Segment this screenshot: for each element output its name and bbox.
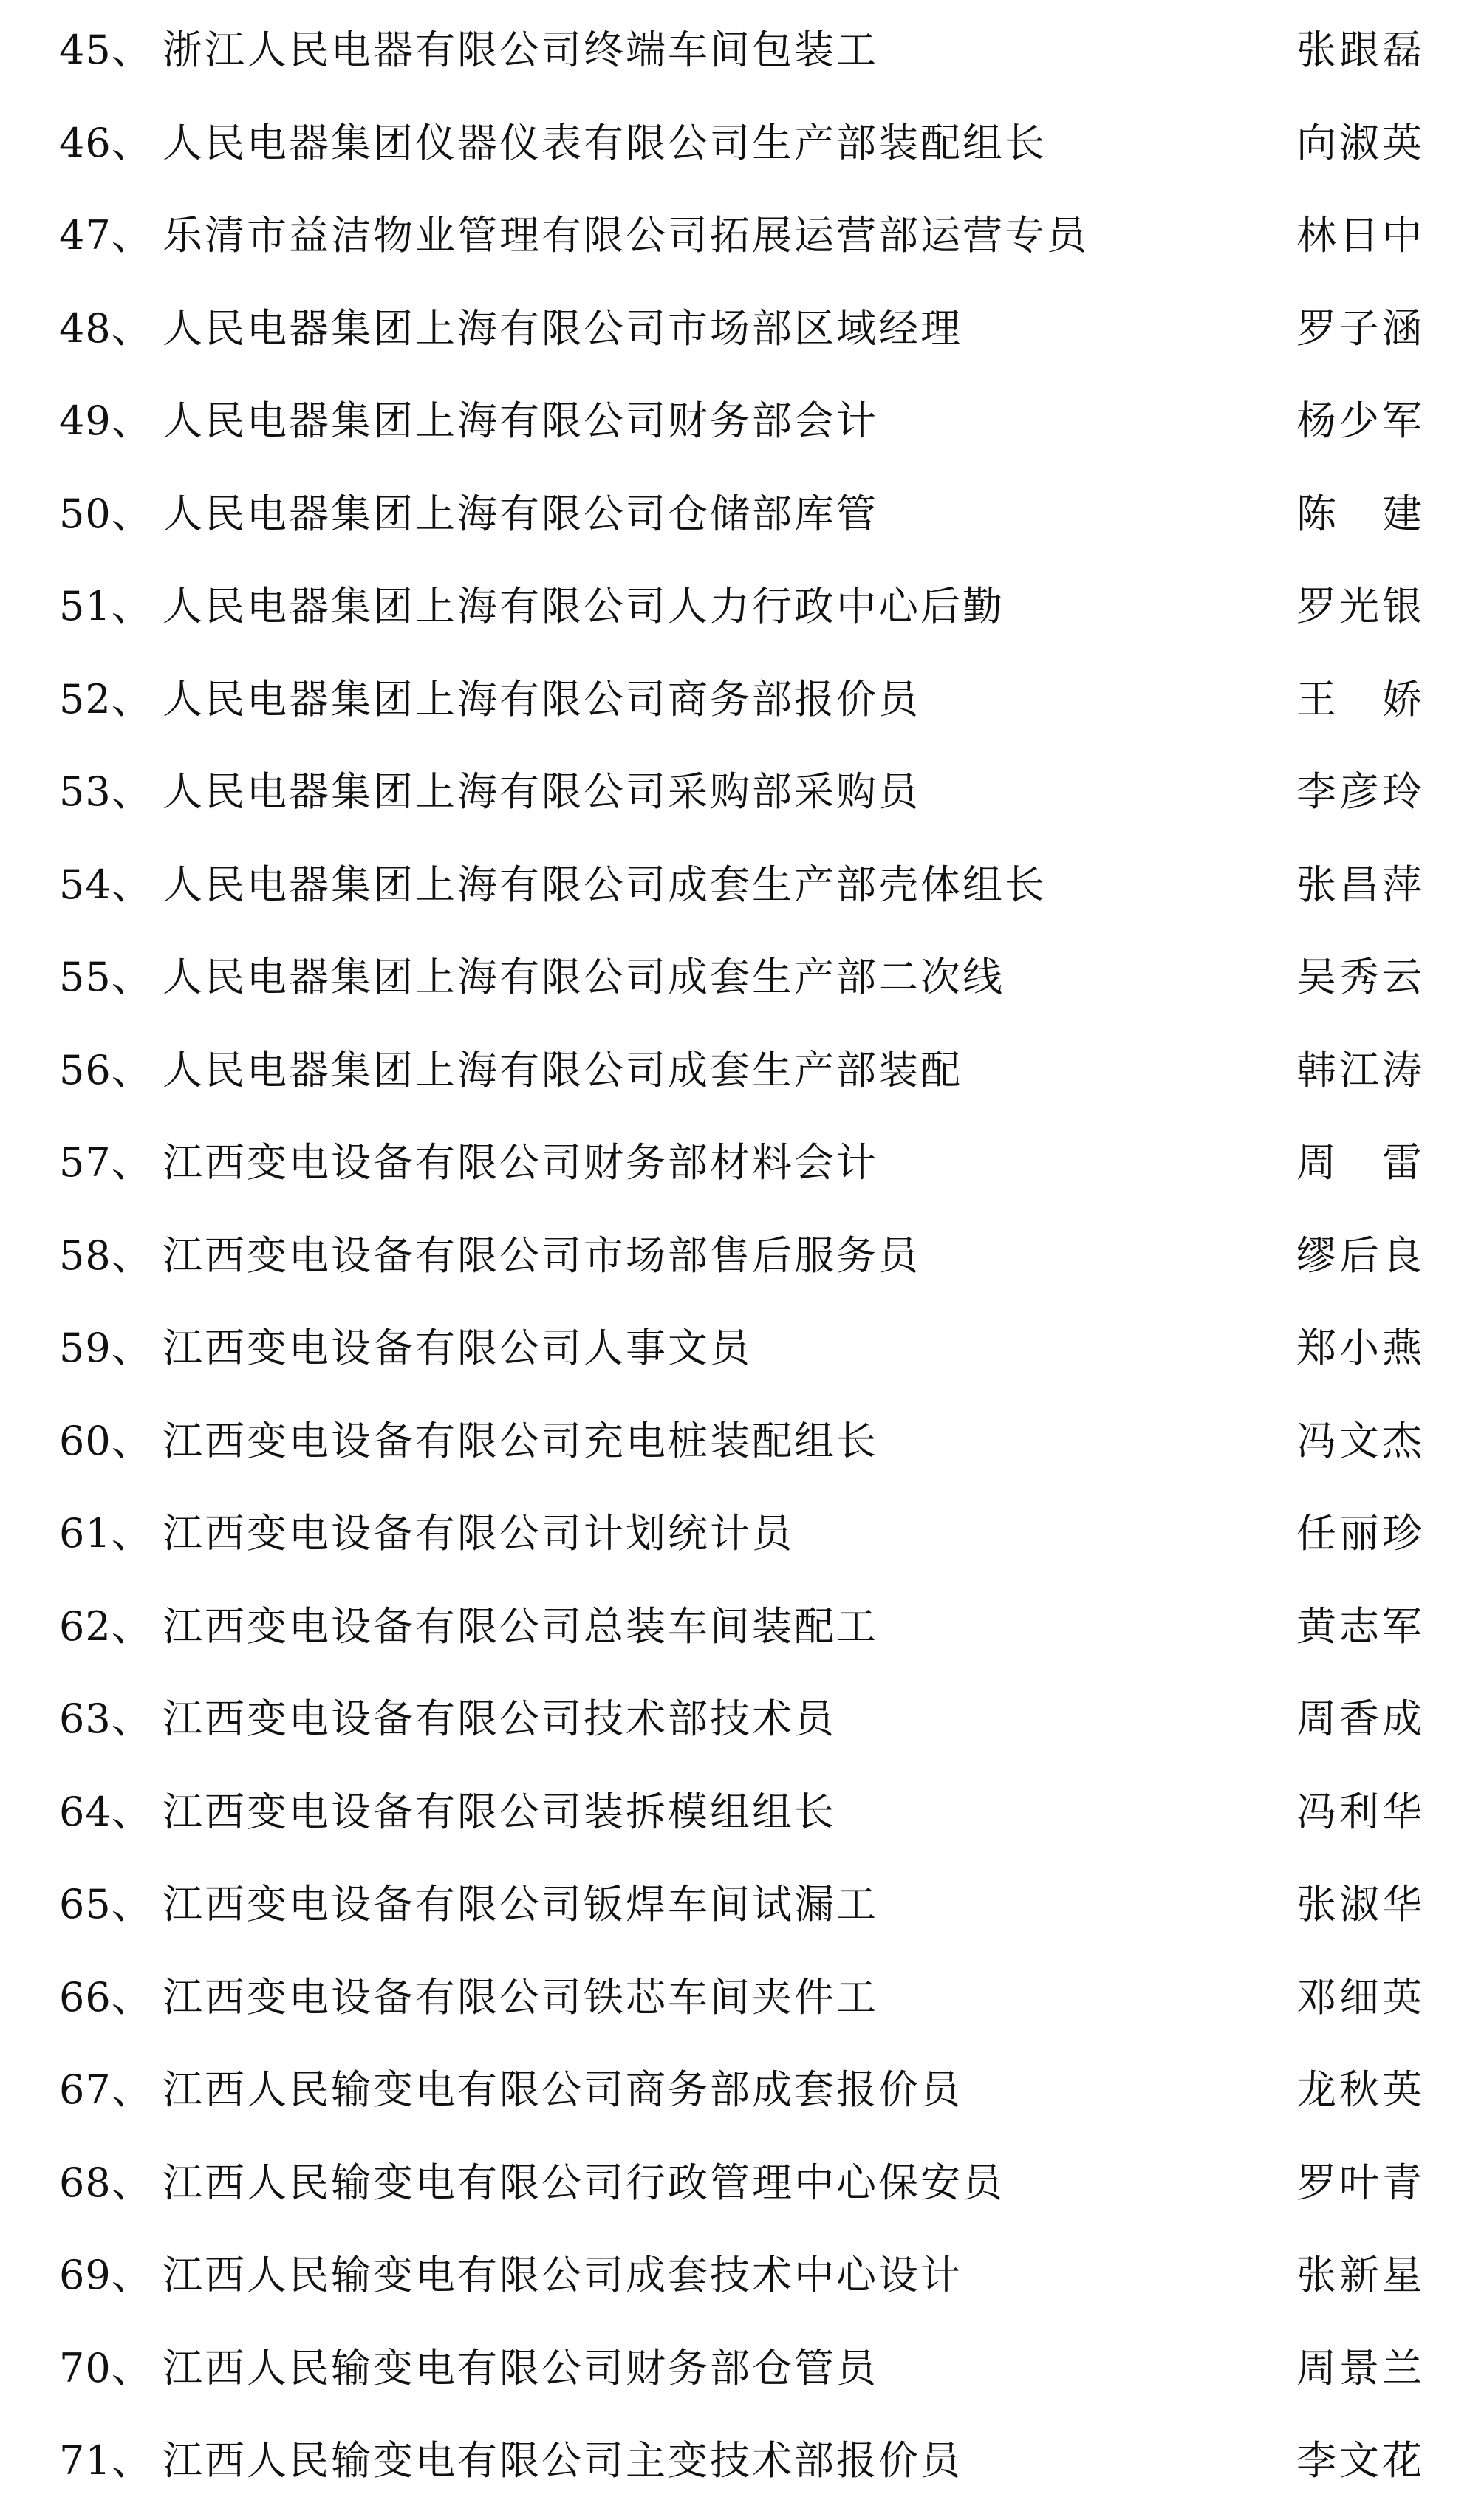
entry-person-name: 郑小燕 (1296, 1325, 1422, 1371)
list-item (0, 477, 1484, 570)
list-item (0, 1961, 1484, 2054)
list-item (0, 1497, 1484, 1590)
entry-number: 53、 (59, 768, 152, 815)
list-item (0, 199, 1484, 292)
list-item (0, 106, 1484, 199)
entry-number: 45、 (59, 27, 152, 73)
entry-number: 47、 (59, 212, 152, 259)
entry-person-name: 陈 建 (1296, 490, 1422, 537)
list-item (0, 1404, 1484, 1497)
entry-number: 58、 (59, 1232, 152, 1279)
entry-position: 江西变电设备有限公司铁芯车间夹件工 (163, 1973, 878, 2021)
entry-position: 江西变电设备有限公司财务部材料会计 (163, 1139, 878, 1186)
list-item (0, 2332, 1484, 2425)
entry-position: 人民电器集团上海有限公司仓储部库管 (163, 490, 878, 537)
entry-person-name: 缪后良 (1296, 1232, 1422, 1279)
entry-position: 人民电器集团上海有限公司成套生产部二次线 (163, 954, 1005, 1000)
list-item (0, 2053, 1484, 2146)
list-item (0, 1034, 1484, 1127)
list-item (0, 1126, 1484, 1219)
entry-position: 江西变电设备有限公司市场部售后服务员 (163, 1232, 920, 1279)
entry-position: 人民电器集团上海有限公司成套生产部装配 (163, 1046, 962, 1093)
entry-position: 人民电器集团上海有限公司采购部采购员 (163, 768, 920, 815)
entry-position: 江西变电设备有限公司充电桩装配组长 (163, 1417, 878, 1464)
list-item (0, 1590, 1484, 1683)
entry-position: 江西变电设备有限公司钣焊车间试漏工 (163, 1881, 878, 1927)
entry-number: 71、 (59, 2437, 152, 2484)
entry-position: 江西人民输变电有限公司主变技术部报价员 (163, 2437, 962, 2484)
entry-number: 52、 (59, 675, 152, 723)
entry-number: 59、 (59, 1325, 152, 1371)
entry-number: 63、 (59, 1695, 152, 1742)
entry-position: 江西变电设备有限公司总装车间装配工 (163, 1602, 878, 1650)
list-item (0, 13, 1484, 106)
entry-number: 62、 (59, 1602, 152, 1650)
entry-position: 人民电器集团上海有限公司成套生产部壳体组长 (163, 861, 1047, 908)
list-item (0, 1775, 1484, 1868)
list-item (0, 2424, 1484, 2517)
entry-position: 江西变电设备有限公司装拆模组组长 (163, 1788, 836, 1835)
entry-number: 50、 (59, 490, 152, 537)
list-item (0, 570, 1484, 663)
entry-person-name: 李文花 (1296, 2437, 1422, 2484)
entry-person-name: 向淑英 (1296, 119, 1422, 166)
entry-number: 64、 (59, 1788, 152, 1835)
entry-position: 江西人民输变电有限公司财务部仓管员 (163, 2344, 878, 2391)
entry-person-name: 张昌萍 (1296, 861, 1422, 908)
entry-position: 江西人民输变电有限公司商务部成套报价员 (163, 2066, 962, 2113)
entry-number: 69、 (59, 2252, 152, 2298)
list-item (0, 1219, 1484, 1312)
list-item (0, 848, 1484, 941)
entry-position: 乐清市益洁物业管理有限公司拓展运营部运营专员 (163, 212, 1089, 259)
entry-person-name: 周香成 (1296, 1695, 1422, 1742)
entry-person-name: 杨少军 (1296, 397, 1422, 444)
entry-person-name: 冯文杰 (1296, 1417, 1422, 1464)
entry-position: 人民电器集团上海有限公司财务部会计 (163, 397, 878, 444)
entry-person-name: 龙秋英 (1296, 2066, 1422, 2113)
list-item (0, 2238, 1484, 2332)
list-item (0, 1682, 1484, 1775)
list-item (0, 663, 1484, 756)
entry-number: 60、 (59, 1417, 152, 1464)
list-item (0, 2146, 1484, 2239)
entry-person-name: 邓细英 (1296, 1973, 1422, 2021)
entry-person-name: 黄志军 (1296, 1602, 1422, 1650)
entry-person-name: 罗子涵 (1296, 304, 1422, 352)
entry-position: 江西变电设备有限公司人事文员 (163, 1325, 752, 1371)
list-item (0, 1868, 1484, 1961)
entry-person-name: 林日中 (1296, 212, 1422, 259)
entry-number: 46、 (59, 119, 152, 166)
list-item (0, 755, 1484, 848)
entry-person-name: 王 娇 (1296, 675, 1422, 723)
entry-person-name: 周景兰 (1296, 2344, 1422, 2391)
entry-number: 67、 (59, 2066, 152, 2113)
list-item (0, 292, 1484, 385)
entry-number: 68、 (59, 2159, 152, 2206)
award-list (0, 13, 1484, 2517)
entry-person-name: 张新星 (1296, 2252, 1422, 2298)
entry-number: 65、 (59, 1881, 152, 1927)
entry-number: 54、 (59, 861, 152, 908)
entry-person-name: 任丽珍 (1296, 1510, 1422, 1557)
entry-number: 56、 (59, 1046, 152, 1093)
entry-person-name: 韩江涛 (1296, 1046, 1422, 1093)
entry-position: 江西变电设备有限公司技术部技术员 (163, 1695, 836, 1742)
entry-number: 66、 (59, 1973, 152, 2021)
entry-position: 人民电器集团仪器仪表有限公司生产部装配组长 (163, 119, 1047, 166)
entry-position: 江西人民输变电有限公司行政管理中心保安员 (163, 2159, 1005, 2206)
entry-number: 49、 (59, 397, 152, 444)
list-item (0, 384, 1484, 477)
entry-position: 江西变电设备有限公司计划统计员 (163, 1510, 794, 1557)
entry-person-name: 冯利华 (1296, 1788, 1422, 1835)
entry-position: 江西人民输变电有限公司成套技术中心设计 (163, 2252, 962, 2298)
entry-position: 人民电器集团上海有限公司市场部区域经理 (163, 304, 962, 352)
entry-number: 51、 (59, 583, 152, 629)
entry-number: 70、 (59, 2344, 152, 2391)
entry-person-name: 周 雷 (1296, 1139, 1422, 1186)
entry-number: 57、 (59, 1139, 152, 1186)
entry-person-name: 张跟磊 (1296, 27, 1422, 73)
entry-number: 48、 (59, 304, 152, 352)
entry-number: 61、 (59, 1510, 152, 1557)
entry-number: 55、 (59, 954, 152, 1000)
list-item (0, 1311, 1484, 1404)
entry-person-name: 罗光银 (1296, 583, 1422, 629)
entry-position: 人民电器集团上海有限公司商务部报价员 (163, 675, 920, 723)
entry-person-name: 吴秀云 (1296, 954, 1422, 1000)
entry-person-name: 张淑华 (1296, 1881, 1422, 1927)
entry-position: 浙江人民电器有限公司终端车间包装工 (163, 27, 878, 73)
list-item (0, 940, 1484, 1034)
entry-person-name: 罗叶青 (1296, 2159, 1422, 2206)
entry-person-name: 李彦玲 (1296, 768, 1422, 815)
entry-position: 人民电器集团上海有限公司人力行政中心后勤 (163, 583, 1005, 629)
